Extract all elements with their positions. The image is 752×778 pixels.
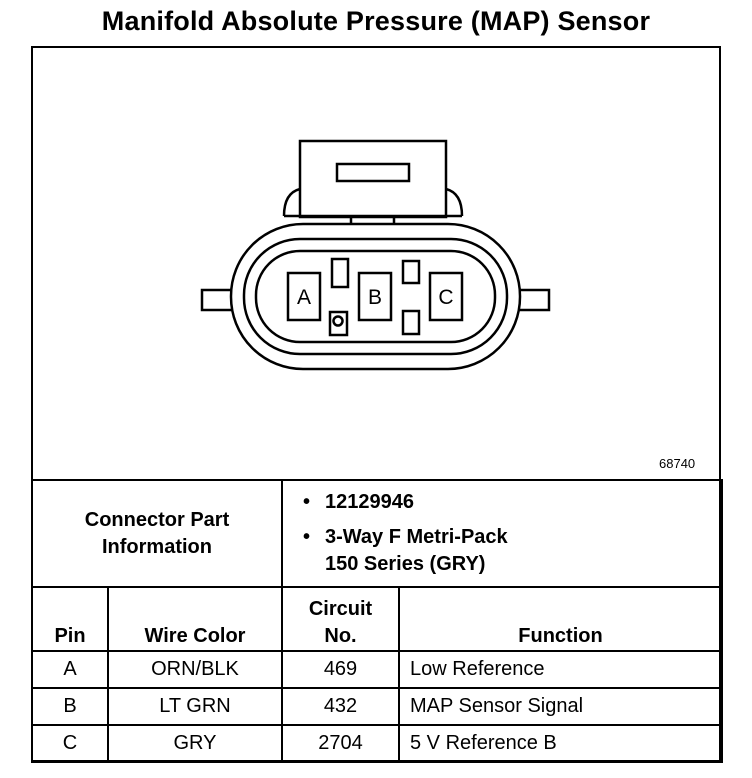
header-circuit [282,587,399,651]
table-row [32,651,722,688]
left-tab [202,290,234,310]
pin-c-label: C [438,286,454,309]
connector-info-label [32,480,282,587]
cell-wire-color: GRY [108,725,282,762]
connector-table [31,479,723,763]
header-circuit-line2: No. [324,625,357,647]
cell-circuit: 469 [282,651,399,688]
table-header-row [32,587,722,651]
cell-function: Low Reference [399,651,722,688]
cell-pin: B [32,688,108,725]
pin-b-label: B [367,286,383,309]
connector-part-number: • 12129946 [325,489,721,516]
connector-info-label-line2: Information [102,535,212,558]
header-circuit-line1: Circuit [308,598,373,620]
header-wire-color: Wire Color [108,587,282,651]
connector-info-label-line1: Connector Part [84,508,230,531]
pin-a-label: A [296,286,312,309]
connector-description [325,524,721,578]
cell-pin: C [32,725,108,762]
connector-diagram [31,46,721,480]
cell-circuit: 432 [282,688,399,725]
page-title: Manifold Absolute Pressure (MAP) Sensor [101,6,651,36]
table-row [32,688,722,725]
header-function: Function [399,587,722,651]
right-tab [517,290,549,310]
connector-description-line1: • 3-Way F Metri-Pack [325,526,508,548]
cell-wire-color: LT GRN [108,688,282,725]
header-pin: Pin [32,587,108,651]
connector-description-line2: 150 Series (GRY) [325,553,486,575]
connector-info-row [32,480,722,587]
table-row [32,725,722,762]
cell-circuit: 2704 [282,725,399,762]
cell-pin: A [32,651,108,688]
cell-wire-color: ORN/BLK [108,651,282,688]
connector-info-list [282,480,722,587]
connector-drawing [31,46,721,480]
cell-function: MAP Sensor Signal [399,688,722,725]
figure-id: 68740 [659,456,696,471]
cell-function: 5 V Reference B [399,725,722,762]
latch [300,141,446,217]
